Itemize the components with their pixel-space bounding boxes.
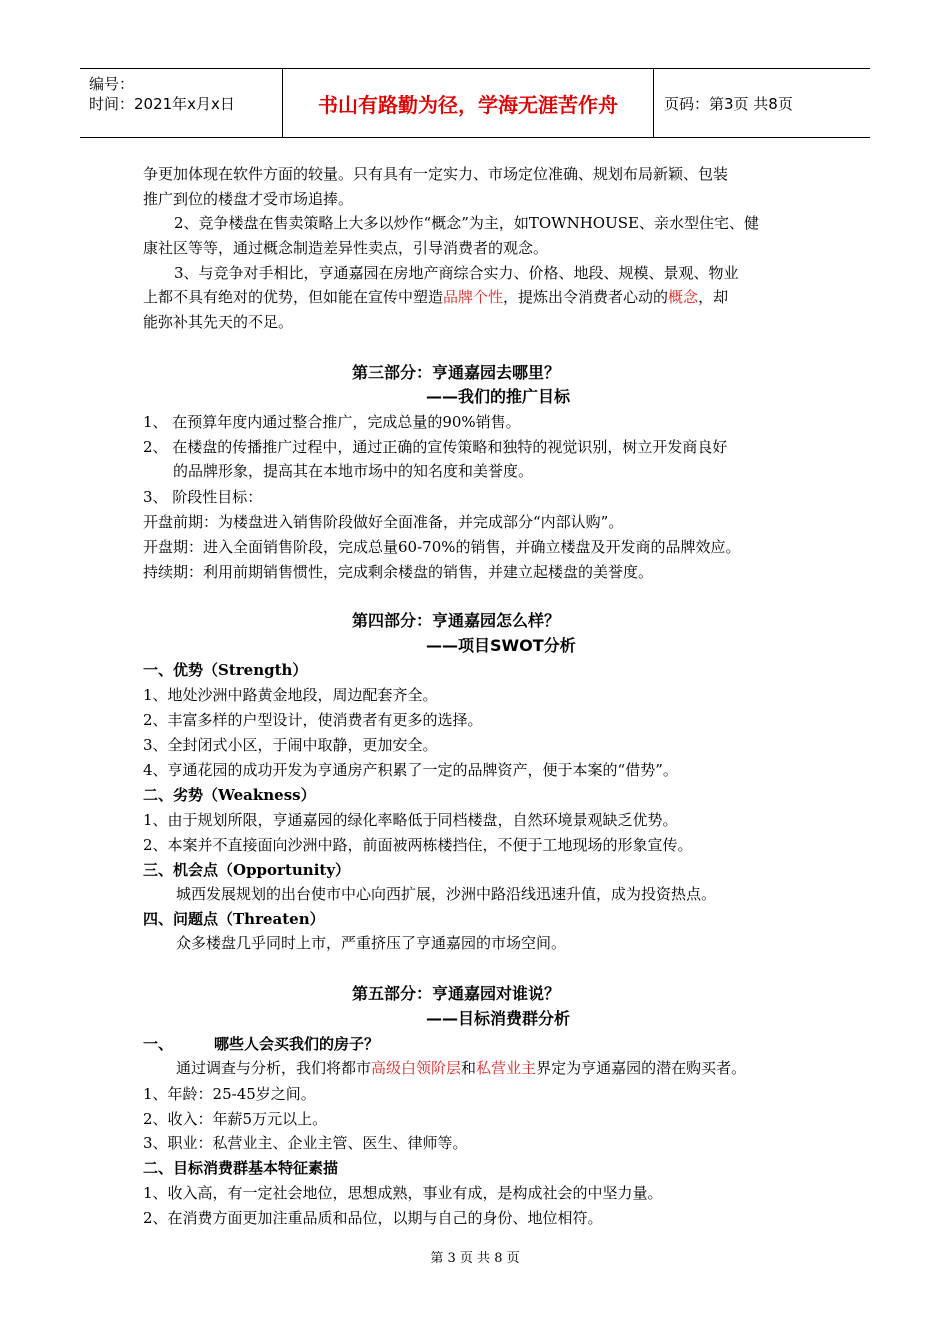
part3-title: 第三部分：亨通嘉园去哪里？ [352,363,561,382]
intro-p2-line-2: 康社区等等，通过概念制造差异性卖点，引导消费者的观念。 [143,239,549,257]
threat-heading: 四、问题点（Threaten） [143,910,325,928]
time-label: 时间：2021年x月x日 [89,95,235,113]
trait-item: 1、收入高，有一定社会地位，思想成熟，事业有成，是构成社会的中坚力量。 [143,1184,663,1202]
strength-item: 4、亨通花园的成功开发为亨通房产积累了一定的品牌资产，便于本案的“借势”。 [143,761,678,779]
text-span: 上都不具有绝对的优势，但如能在宣传中塑造 [143,288,444,306]
part5-item: 1、年龄：25-45岁之间。 [143,1085,316,1103]
weakness-item: 1、由于规划所限，亨通嘉园的绿化率略低于同档楼盘，自然环境景观缺乏优势。 [143,811,678,829]
part5-item: 2、收入：年薪5万元以上。 [143,1110,328,1128]
motto: 书山有路勤为径，学海无涯苦作舟 [283,69,654,137]
weakness-item: 2、本案并不直接面向沙洲中路，前面被两栋楼挡住，不便于工地现场的形象宣传。 [143,836,693,854]
threat-text: 众多楼盘几乎同时上市，严重挤压了亨通嘉园的市场空间。 [176,934,567,952]
strength-item: 1、地处沙洲中路黄金地段，周边配套齐全。 [143,686,438,704]
part5-intro [176,1059,746,1077]
part3-item-3: 3、 阶段性目标： [143,488,263,506]
part5-title: 第五部分：亨通嘉园对谁说？ [352,984,561,1003]
header-info-cell [80,69,283,137]
q1-num: 一、 [143,1035,174,1053]
strength-item: 2、丰富多样的户型设计，使消费者有更多的选择。 [143,711,483,729]
part5-subtitle: ——目标消费群分析 [426,1009,571,1028]
strength-item: 3、全封闭式小区，于闹中取静，更加安全。 [143,736,438,754]
part4-subtitle: ——项目SWOT分析 [426,636,576,655]
weakness-heading: 二、劣势（Weakness） [143,786,316,804]
text-span: ，却 [698,288,729,306]
page-label: 页码：第3页 共8页 [664,94,793,113]
highlight-brand: 品牌个性 [443,288,504,306]
page-footer: 第 3 页 共 8 页 [430,1251,520,1266]
opportunity-heading: 三、机会点（Opportunity） [143,861,351,879]
intro-p3-line-2 [143,288,728,306]
part5-item: 3、职业：私营业主、企业主管、医生、律师等。 [143,1134,468,1152]
trait-item: 2、在消费方面更加注重品质和品位，以期与自己的身份、地位相符。 [143,1209,603,1227]
text-span: 界定为亨通嘉园的潜在购买者。 [536,1059,747,1077]
q2-heading: 二、目标消费群基本特征素描 [143,1159,339,1177]
opportunity-text: 城西发展规划的出台使市中心向西扩展，沙洲中路沿线迅速升值，成为投资热点。 [176,885,717,903]
intro-p3-line-1: 3、与竞争对手相比，亨通嘉园在房地产商综合实力、价格、地段、规模、景观、物业 [174,264,739,282]
highlight-white-collar: 高级白领阶层 [371,1059,462,1077]
highlight-private-owner: 私营业主 [476,1059,537,1077]
part3-item-1: 1、 在预算年度内通过整合推广，完成总量的90%销售。 [143,413,521,431]
strength-heading: 一、优势（Strength） [143,661,308,679]
part3-stage-2: 开盘期：进入全面销售阶段，完成总量60-70%的销售，并确立楼盘及开发商的品牌效应。 [143,538,741,556]
text-span: 和 [461,1059,477,1077]
part4-title: 第四部分：亨通嘉园怎么样？ [352,611,561,630]
header-table [80,68,870,138]
text-span: ，提炼出令消费者心动的 [503,288,669,306]
intro-p3-line-3: 能弥补其先天的不足。 [143,313,294,331]
highlight-concept: 概念 [668,288,699,306]
intro-line-2: 推广到位的楼盘才受市场追捧。 [143,190,354,208]
part3-subtitle: ——我们的推广目标 [426,387,571,406]
text-span: 通过调查与分析，我们将都市 [176,1059,372,1077]
q1-text: 哪些人会买我们的房子？ [214,1035,380,1053]
intro-p2-line-1: 2、竞争楼盘在售卖策略上大多以炒作“概念”为主，如TOWNHOUSE、亲水型住宅、健 [174,214,759,232]
part3-item-2-line-1: 2、 在楼盘的传播推广过程中，通过正确的宣传策略和独特的视觉识别，树立开发商良好 [143,438,728,456]
intro-line-1: 争更加体现在软件方面的较量。只有具有一定实力、市场定位准确、规划布局新颖、包装 [143,165,729,183]
part3-stage-1: 开盘前期：为楼盘进入销售阶段做好全面准备，并完成部分“内部认购”。 [143,513,624,531]
part3-stage-3: 持续期：利用前期销售惯性，完成剩余楼盘的销售，并建立起楼盘的美誉度。 [143,563,654,581]
part3-item-2-line-2: 的品牌形象，提高其在本地市场中的知名度和美誉度。 [173,462,534,480]
number-label: 编号： [89,75,135,93]
